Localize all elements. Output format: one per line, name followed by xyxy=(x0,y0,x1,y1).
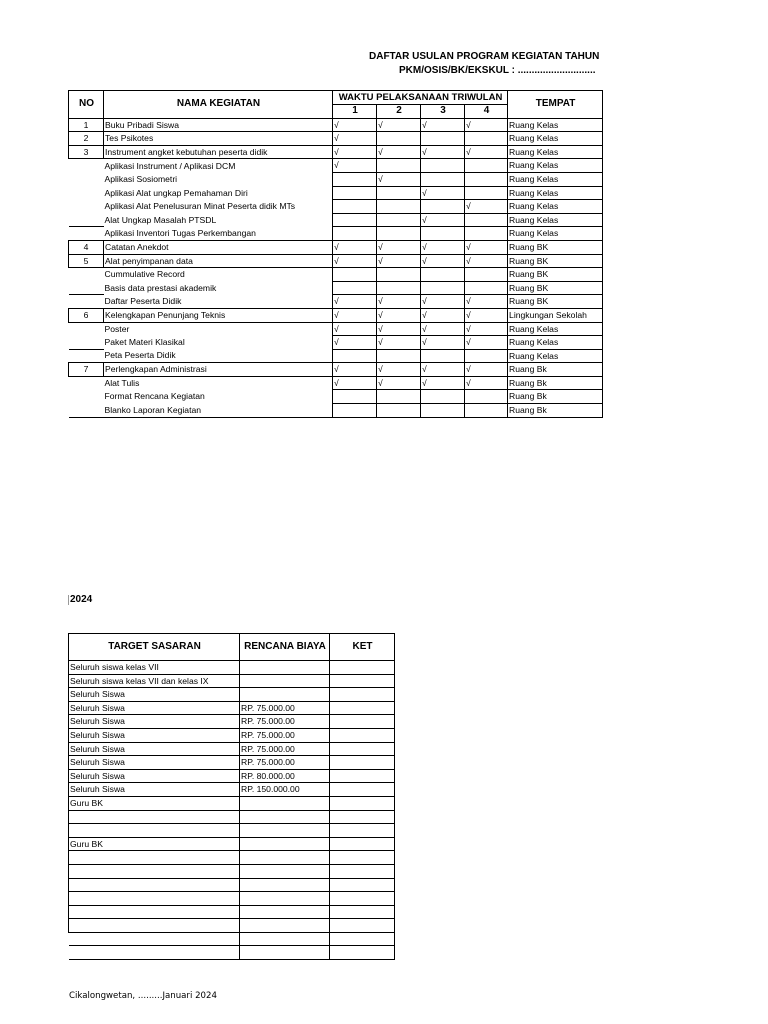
triwulan-4-check: √ xyxy=(465,200,508,214)
triwulan-2-check: √ xyxy=(377,118,421,132)
header-waktu-pelaksanaan: WAKTU PELAKSANAAN TRIWULAN xyxy=(333,91,508,105)
note-cell xyxy=(330,919,395,933)
table-row xyxy=(69,932,395,946)
location: Ruang Bk xyxy=(508,390,603,404)
target-cell: Seluruh Siswa xyxy=(69,728,240,742)
row-number xyxy=(69,376,104,390)
budget-cell xyxy=(240,661,330,675)
place-date: Cikalongwetan, .........Januari 2024 xyxy=(69,991,217,1001)
target-cell: Seluruh siswa kelas VII dan kelas IX xyxy=(69,674,240,688)
triwulan-3-check xyxy=(421,281,465,295)
target-cell: Seluruh Siswa xyxy=(69,688,240,702)
location: Ruang Bk xyxy=(508,376,603,390)
triwulan-1-check xyxy=(333,186,377,200)
triwulan-1-check: √ xyxy=(333,240,377,254)
budget-cell xyxy=(240,837,330,851)
location: Ruang BK xyxy=(508,295,603,309)
row-number: 4 xyxy=(69,240,104,254)
triwulan-1-check xyxy=(333,213,377,227)
target-cell: Seluruh Siswa xyxy=(69,715,240,729)
triwulan-1-check: √ xyxy=(333,363,377,377)
target-cell: Seluruh Siswa xyxy=(69,783,240,797)
table-row xyxy=(69,864,395,878)
table-row xyxy=(69,254,603,268)
row-number xyxy=(69,336,104,350)
row-number xyxy=(69,404,104,418)
location: Ruang Kelas xyxy=(508,145,603,159)
target-cell: Seluruh Siswa xyxy=(69,756,240,770)
table-row xyxy=(69,688,395,702)
table-row xyxy=(69,227,603,241)
triwulan-4-check xyxy=(465,349,508,363)
row-number xyxy=(69,172,104,186)
header-triwulan-2: 2 xyxy=(377,105,421,119)
target-cell: Guru BK xyxy=(69,796,240,810)
header-target-sasaran: TARGET SASARAN xyxy=(69,634,240,661)
triwulan-2-check: √ xyxy=(377,254,421,268)
triwulan-3-check: √ xyxy=(421,240,465,254)
triwulan-2-check xyxy=(377,159,421,173)
triwulan-1-check: √ xyxy=(333,322,377,336)
budget-cell xyxy=(240,905,330,919)
table-row xyxy=(69,213,603,227)
activity-name: Aplikasi Sosiometri xyxy=(104,172,333,186)
triwulan-1-check: √ xyxy=(333,159,377,173)
note-cell xyxy=(330,674,395,688)
activity-name: Daftar Peserta Didik xyxy=(104,295,333,309)
triwulan-4-check xyxy=(465,281,508,295)
target-cell xyxy=(69,932,240,946)
triwulan-1-check: √ xyxy=(333,145,377,159)
budget-cell: RP. 75.000.00 xyxy=(240,756,330,770)
table-row xyxy=(69,200,603,214)
table-row xyxy=(69,756,395,770)
triwulan-4-check xyxy=(465,186,508,200)
budget-cell xyxy=(240,932,330,946)
activity-name: Peta Peserta Didik xyxy=(104,349,333,363)
budget-cell: RP. 75.000.00 xyxy=(240,742,330,756)
note-cell xyxy=(330,742,395,756)
triwulan-3-check xyxy=(421,404,465,418)
table-row xyxy=(69,322,603,336)
location: Ruang Kelas xyxy=(508,172,603,186)
triwulan-4-check xyxy=(465,227,508,241)
row-number xyxy=(69,322,104,336)
header-ket: KET xyxy=(330,634,395,661)
target-cell: Seluruh Siswa xyxy=(69,769,240,783)
budget-cell: RP. 75.000.00 xyxy=(240,715,330,729)
activity-name: Aplikasi Alat Penelusuran Minat Peserta didik MTs xyxy=(104,200,333,214)
triwulan-2-check xyxy=(377,227,421,241)
table-row xyxy=(69,172,603,186)
header-triwulan-1: 1 xyxy=(333,105,377,119)
triwulan-3-check: √ xyxy=(421,308,465,322)
row-number: 7 xyxy=(69,363,104,377)
triwulan-3-check: √ xyxy=(421,363,465,377)
budget-cell xyxy=(240,810,330,824)
note-cell xyxy=(330,769,395,783)
table-row xyxy=(69,295,603,309)
header-triwulan-3: 3 xyxy=(421,105,465,119)
triwulan-1-check: √ xyxy=(333,308,377,322)
note-cell xyxy=(330,878,395,892)
location: Ruang Kelas xyxy=(508,118,603,132)
triwulan-2-check xyxy=(377,281,421,295)
budget-cell xyxy=(240,824,330,838)
triwulan-4-check: √ xyxy=(465,376,508,390)
table-row xyxy=(69,118,603,132)
location: Ruang BK xyxy=(508,254,603,268)
location: Ruang Kelas xyxy=(508,186,603,200)
activity-name: Instrument angket kebutuhan peserta didik xyxy=(104,145,333,159)
table-row xyxy=(69,349,603,363)
location: Ruang Kelas xyxy=(508,322,603,336)
target-cell xyxy=(69,946,240,960)
triwulan-4-check: √ xyxy=(465,240,508,254)
activity-name: Basis data prestasi akademik xyxy=(104,281,333,295)
triwulan-2-check: √ xyxy=(377,145,421,159)
location: Ruang BK xyxy=(508,268,603,282)
triwulan-1-check xyxy=(333,281,377,295)
triwulan-3-check xyxy=(421,227,465,241)
activity-name: Aplikasi Inventori Tugas Perkembangan xyxy=(104,227,333,241)
triwulan-1-check: √ xyxy=(333,376,377,390)
target-cell xyxy=(69,878,240,892)
location: Lingkungan Sekolah xyxy=(508,308,603,322)
note-cell xyxy=(330,932,395,946)
note-cell xyxy=(330,837,395,851)
table-row xyxy=(69,281,603,295)
triwulan-3-check xyxy=(421,349,465,363)
triwulan-4-check xyxy=(465,159,508,173)
table-row xyxy=(69,376,603,390)
location: Ruang BK xyxy=(508,240,603,254)
triwulan-3-check: √ xyxy=(421,295,465,309)
row-number xyxy=(69,281,104,295)
triwulan-1-check xyxy=(333,349,377,363)
table-row xyxy=(69,132,603,146)
triwulan-1-check: √ xyxy=(333,295,377,309)
row-number: 2 xyxy=(69,132,104,146)
triwulan-4-check: √ xyxy=(465,308,508,322)
activity-name: Kelengkapan Penunjang Teknis xyxy=(104,308,333,322)
activity-name: Buku Pribadi Siswa xyxy=(104,118,333,132)
activity-name: Tes Psikotes xyxy=(104,132,333,146)
table-row xyxy=(69,742,395,756)
note-cell xyxy=(330,946,395,960)
header-triwulan-4: 4 xyxy=(465,105,508,119)
activity-name: Perlengkapan Administrasi xyxy=(104,363,333,377)
target-cell xyxy=(69,905,240,919)
table-row xyxy=(69,715,395,729)
table-row xyxy=(69,878,395,892)
budget-cell xyxy=(240,919,330,933)
activity-name: Blanko Laporan Kegiatan xyxy=(104,404,333,418)
year-label: 2024 xyxy=(70,594,93,605)
target-cell: Seluruh Siswa xyxy=(69,701,240,715)
table-row xyxy=(69,363,603,377)
triwulan-3-check: √ xyxy=(421,322,465,336)
row-number: 3 xyxy=(69,145,104,159)
triwulan-3-check: √ xyxy=(421,376,465,390)
triwulan-2-check: √ xyxy=(377,172,421,186)
table-row xyxy=(69,674,395,688)
triwulan-1-check: √ xyxy=(333,118,377,132)
note-cell xyxy=(330,892,395,906)
location: Ruang Kelas xyxy=(508,227,603,241)
triwulan-2-check xyxy=(377,186,421,200)
document-subtitle: PKM/OSIS/BK/EKSKUL : ............................ xyxy=(399,65,596,76)
table-row xyxy=(69,404,603,418)
triwulan-1-check xyxy=(333,404,377,418)
triwulan-2-check: √ xyxy=(377,308,421,322)
triwulan-2-check: √ xyxy=(377,363,421,377)
document-title: DAFTAR USULAN PROGRAM KEGIATAN TAHUN xyxy=(369,51,600,62)
budget-cell: RP. 75.000.00 xyxy=(240,701,330,715)
table-row xyxy=(69,240,603,254)
note-cell xyxy=(330,661,395,675)
note-cell xyxy=(330,783,395,797)
budget-cell xyxy=(240,851,330,865)
target-cell xyxy=(69,919,240,933)
header-tempat: TEMPAT xyxy=(508,91,603,119)
header-rencana-biaya: RENCANA BIAYA xyxy=(240,634,330,661)
table-row xyxy=(69,268,603,282)
triwulan-2-check: √ xyxy=(377,240,421,254)
budget-cell xyxy=(240,878,330,892)
triwulan-1-check xyxy=(333,172,377,186)
activity-name: Aplikasi Instrument / Aplikasi DCM xyxy=(104,159,333,173)
table-row xyxy=(69,308,603,322)
triwulan-2-check xyxy=(377,390,421,404)
activity-name: Alat penyimpanan data xyxy=(104,254,333,268)
triwulan-4-check: √ xyxy=(465,118,508,132)
location: Ruang Bk xyxy=(508,363,603,377)
triwulan-2-check: √ xyxy=(377,322,421,336)
row-number xyxy=(69,268,104,282)
target-cell: Seluruh Siswa xyxy=(69,742,240,756)
triwulan-4-check xyxy=(465,213,508,227)
location: Ruang Kelas xyxy=(508,349,603,363)
activity-name: Paket Materi Klasikal xyxy=(104,336,333,350)
table-row xyxy=(69,390,603,404)
triwulan-1-check: √ xyxy=(333,254,377,268)
note-cell xyxy=(330,756,395,770)
triwulan-3-check: √ xyxy=(421,336,465,350)
activity-name: Alat Tulis xyxy=(104,376,333,390)
activity-name: Alat Ungkap Masalah PTSDL xyxy=(104,213,333,227)
target-cell xyxy=(69,851,240,865)
target-cell: Seluruh siswa kelas VII xyxy=(69,661,240,675)
activity-name: Poster xyxy=(104,322,333,336)
triwulan-4-check: √ xyxy=(465,322,508,336)
triwulan-3-check xyxy=(421,159,465,173)
triwulan-2-check: √ xyxy=(377,336,421,350)
header-no: NO xyxy=(69,91,104,119)
table-row xyxy=(69,769,395,783)
row-number xyxy=(69,200,104,214)
triwulan-3-check xyxy=(421,268,465,282)
triwulan-4-check xyxy=(465,172,508,186)
triwulan-3-check xyxy=(421,200,465,214)
triwulan-4-check xyxy=(465,390,508,404)
program-table-body xyxy=(69,118,603,417)
triwulan-1-check: √ xyxy=(333,132,377,146)
table-row xyxy=(69,186,603,200)
note-cell xyxy=(330,728,395,742)
triwulan-2-check xyxy=(377,404,421,418)
activity-name: Cummulative Record xyxy=(104,268,333,282)
triwulan-3-check xyxy=(421,132,465,146)
triwulan-4-check: √ xyxy=(465,336,508,350)
note-cell xyxy=(330,796,395,810)
budget-cell: RP. 150.000.00 xyxy=(240,783,330,797)
location: Ruang Bk xyxy=(508,404,603,418)
table-row xyxy=(69,905,395,919)
note-cell xyxy=(330,905,395,919)
triwulan-4-check: √ xyxy=(465,363,508,377)
target-cell: Guru BK xyxy=(69,837,240,851)
row-number xyxy=(69,390,104,404)
triwulan-3-check: √ xyxy=(421,254,465,268)
budget-cell xyxy=(240,796,330,810)
triwulan-4-check: √ xyxy=(465,145,508,159)
triwulan-1-check xyxy=(333,390,377,404)
target-cell xyxy=(69,824,240,838)
triwulan-3-check: √ xyxy=(421,213,465,227)
triwulan-2-check xyxy=(377,200,421,214)
triwulan-2-check xyxy=(377,132,421,146)
triwulan-1-check: √ xyxy=(333,336,377,350)
triwulan-3-check: √ xyxy=(421,186,465,200)
row-number xyxy=(69,295,104,309)
table-row xyxy=(69,919,395,933)
triwulan-4-check: √ xyxy=(465,295,508,309)
table-row xyxy=(69,661,395,675)
table-row xyxy=(69,946,395,960)
triwulan-4-check xyxy=(465,404,508,418)
table-row xyxy=(69,336,603,350)
activity-name: Catatan Anekdot xyxy=(104,240,333,254)
triwulan-1-check xyxy=(333,227,377,241)
row-number: 6 xyxy=(69,308,104,322)
row-number: 5 xyxy=(69,254,104,268)
target-table-body xyxy=(69,661,395,960)
table-row xyxy=(69,145,603,159)
target-cell xyxy=(69,810,240,824)
target-cell xyxy=(69,864,240,878)
triwulan-2-check xyxy=(377,268,421,282)
row-number xyxy=(69,227,104,241)
table-row xyxy=(69,810,395,824)
note-cell xyxy=(330,701,395,715)
triwulan-4-check xyxy=(465,268,508,282)
table-row xyxy=(69,837,395,851)
table-row xyxy=(69,892,395,906)
target-table xyxy=(68,633,395,960)
location: Ruang Kelas xyxy=(508,159,603,173)
note-cell xyxy=(330,688,395,702)
activity-name: Format Rencana Kegiatan xyxy=(104,390,333,404)
row-number: 1 xyxy=(69,118,104,132)
budget-cell: RP. 80.000.00 xyxy=(240,769,330,783)
row-number xyxy=(69,159,104,173)
triwulan-4-check: √ xyxy=(465,254,508,268)
triwulan-2-check xyxy=(377,213,421,227)
triwulan-3-check xyxy=(421,172,465,186)
triwulan-2-check: √ xyxy=(377,376,421,390)
row-number xyxy=(69,213,104,227)
location: Ruang Kelas xyxy=(508,132,603,146)
triwulan-4-check xyxy=(465,132,508,146)
row-number xyxy=(69,186,104,200)
budget-cell: RP. 75.000.00 xyxy=(240,728,330,742)
location: Ruang Kelas xyxy=(508,336,603,350)
table-row xyxy=(69,783,395,797)
triwulan-3-check: √ xyxy=(421,145,465,159)
triwulan-3-check xyxy=(421,390,465,404)
table-row xyxy=(69,824,395,838)
location: Ruang BK xyxy=(508,281,603,295)
table-row xyxy=(69,159,603,173)
note-cell xyxy=(330,864,395,878)
note-cell xyxy=(330,851,395,865)
table-row xyxy=(69,851,395,865)
header-nama-kegiatan: NAMA KEGIATAN xyxy=(104,91,333,119)
table-row xyxy=(69,701,395,715)
note-cell xyxy=(330,715,395,729)
row-number xyxy=(69,349,104,363)
triwulan-2-check xyxy=(377,349,421,363)
activity-name: Aplikasi Alat ungkap Pemahaman Diri xyxy=(104,186,333,200)
budget-cell xyxy=(240,688,330,702)
table-row xyxy=(69,728,395,742)
location: Ruang Kelas xyxy=(508,200,603,214)
budget-cell xyxy=(240,864,330,878)
triwulan-1-check xyxy=(333,268,377,282)
triwulan-2-check: √ xyxy=(377,295,421,309)
program-table xyxy=(68,90,603,418)
budget-cell xyxy=(240,892,330,906)
triwulan-1-check xyxy=(333,200,377,214)
budget-cell xyxy=(240,946,330,960)
triwulan-3-check: √ xyxy=(421,118,465,132)
budget-cell xyxy=(240,674,330,688)
note-cell xyxy=(330,810,395,824)
note-cell xyxy=(330,824,395,838)
location: Ruang Kelas xyxy=(508,213,603,227)
target-cell xyxy=(69,892,240,906)
table-row xyxy=(69,796,395,810)
